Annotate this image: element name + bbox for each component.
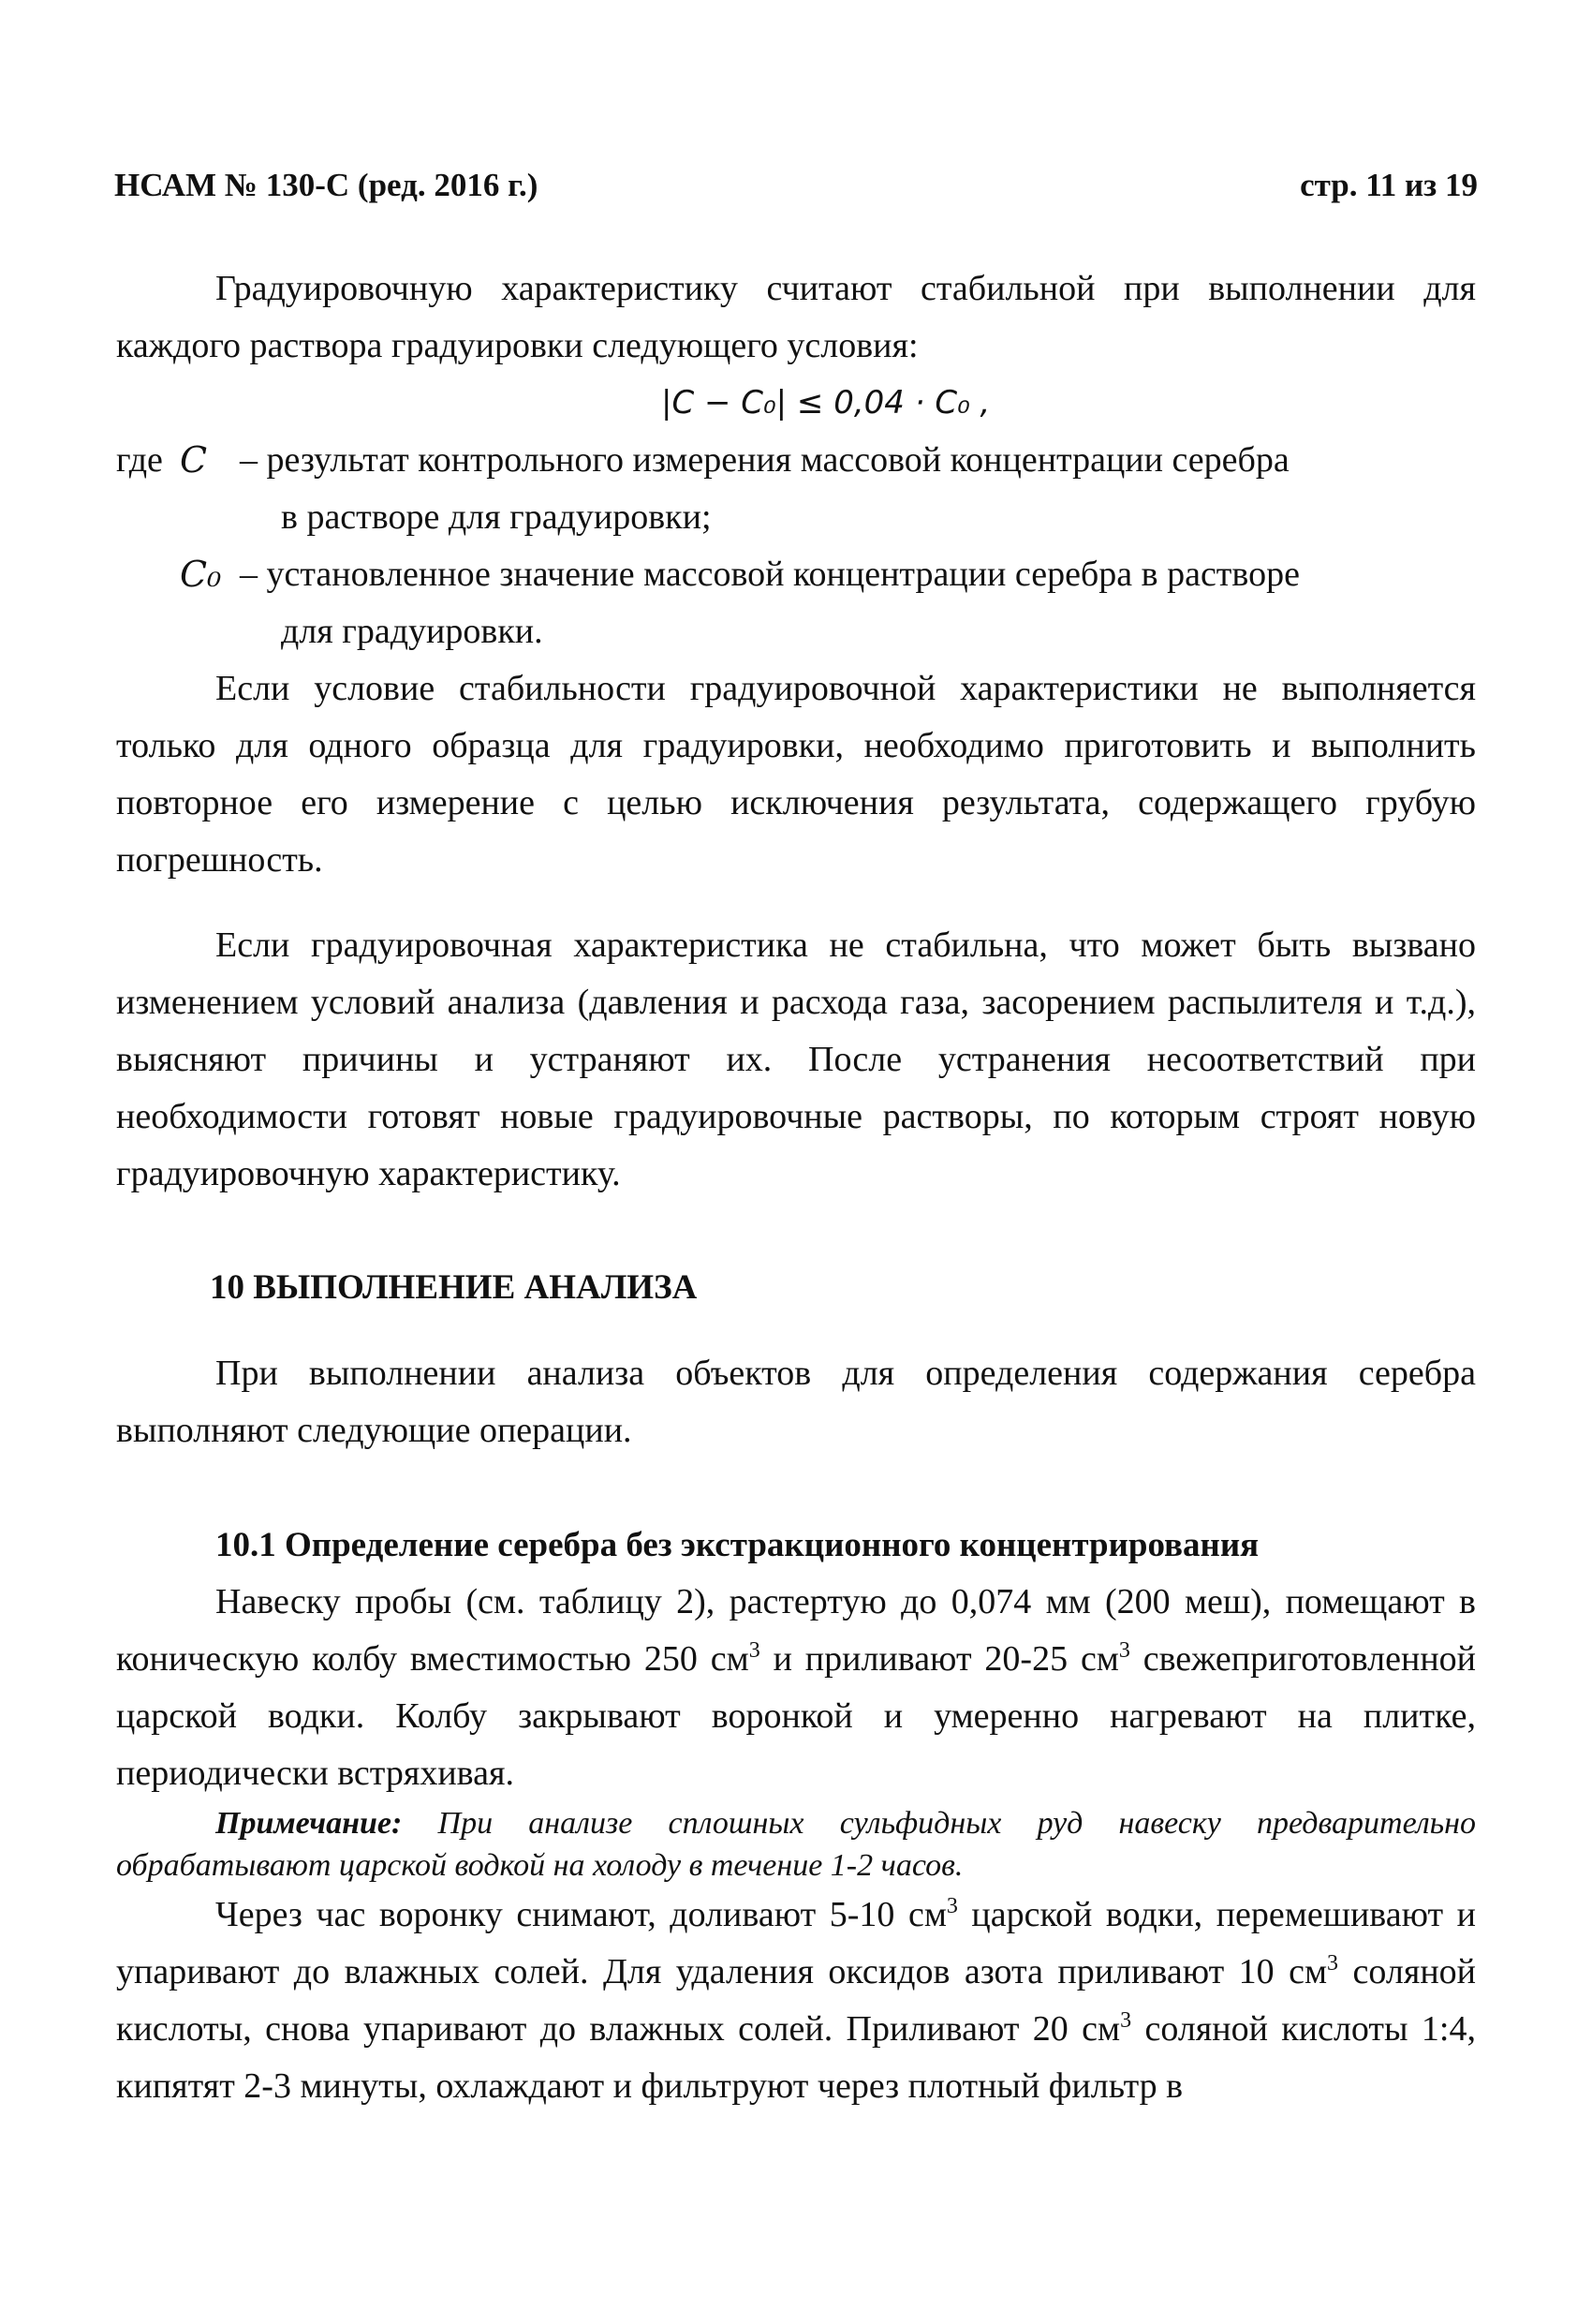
- page-content: [116, 260, 1476, 2115]
- paragraph-analysis-operations: При выполнении анализа объектов для определения содержания серебра выполняют следующие операции.: [116, 1354, 1476, 1450]
- legend-text-c: – результат контрольного измерения массовой концентрации серебра: [240, 440, 1290, 480]
- document-id: НСАМ № 130-С (ред. 2016 г.): [114, 167, 538, 203]
- paragraph-evaporation-filtering: Через час воронку снимают, доливают 5-10 $см^3$ царской водки, перемешивают и упаривают до влажных солей. Для удаления оксидов азота приливают 10 $см^3$ соляной кислоты, снова упаривают до влажных солей. Приливают 20 $см^3$ соляной кислоты 1:4, кипятят 2-3 минуты, охлаждают и фильтруют через плотный фильтр в: [116, 1894, 1476, 2106]
- subsection-title-10-1: 10.1 Определение серебра без экстракционного концентрирования: [215, 1526, 1260, 1564]
- formula-text: |C − C₀| ≤ 0,04 · C₀ ,: [661, 384, 991, 422]
- note-sulfide-ores: [116, 1802, 1476, 1887]
- paragraph-single-sample: Если условие стабильности градуировочной характеристики не выполняется только для одного образца для градуировки, необходимо приготовить и выполнить повторное его измерение с целью исключения результата, содержащего грубую погрешность.: [116, 669, 1476, 880]
- section-title-analysis: 10 ВЫПОЛНЕНИЕ АНАЛИЗА: [210, 1268, 698, 1307]
- page-number: стр. 11 из 19: [1300, 167, 1478, 203]
- note-text: При анализе сплошных сульфидных руд навеску предварительно обрабатывают царской водкой на холоду в течение 1-2 часов.: [116, 1806, 1476, 1883]
- formula-legend: [116, 432, 1476, 660]
- paragraph-stability-condition: Градуировочную характеристику считают стабильной при выполнении для каждого раствора градуировки следующего условия:: [116, 269, 1476, 365]
- stability-formula: [116, 375, 1476, 432]
- legend-row-c0: [116, 546, 1476, 603]
- paragraph-sample-dissolution: Навеску пробы (см. таблицу 2), растертую до 0,074 мм (200 меш), помещают в коническую колбу вместимостью 250 $см^3$ и приливают 20-25 $см^3$ свежеприготовленной царской водки. Колбу закрывают воронкой и умеренно нагревают на плитке, периодически встряхивая.: [116, 1582, 1476, 1793]
- note-label: Примечание:: [215, 1806, 403, 1841]
- legend-text-c0: – установленное значение массовой концентрации серебра в растворе: [240, 555, 1300, 594]
- page-header: [114, 167, 1478, 204]
- paragraph-unstable-characteristic: Если градуировочная характеристика не стабильна, что может быть вызвано изменением условий анализа (давления и расхода газа, засорением распылителя и т.д.), выясняют причины и устраняют их. После устранения несоответствий при необходимости готовят новые градуировочные растворы, по которым строят новую градуировочную характеристику.: [116, 925, 1476, 1193]
- legend-where-label: где: [116, 440, 163, 480]
- legend-symbol-c0: C₀: [180, 554, 222, 595]
- legend-row-c: [116, 432, 1476, 489]
- legend-text-c0-continued: для градуировки.: [281, 612, 543, 651]
- legend-symbol-c: C: [180, 439, 208, 481]
- legend-text-c-continued: в растворе для градуировки;: [281, 497, 712, 537]
